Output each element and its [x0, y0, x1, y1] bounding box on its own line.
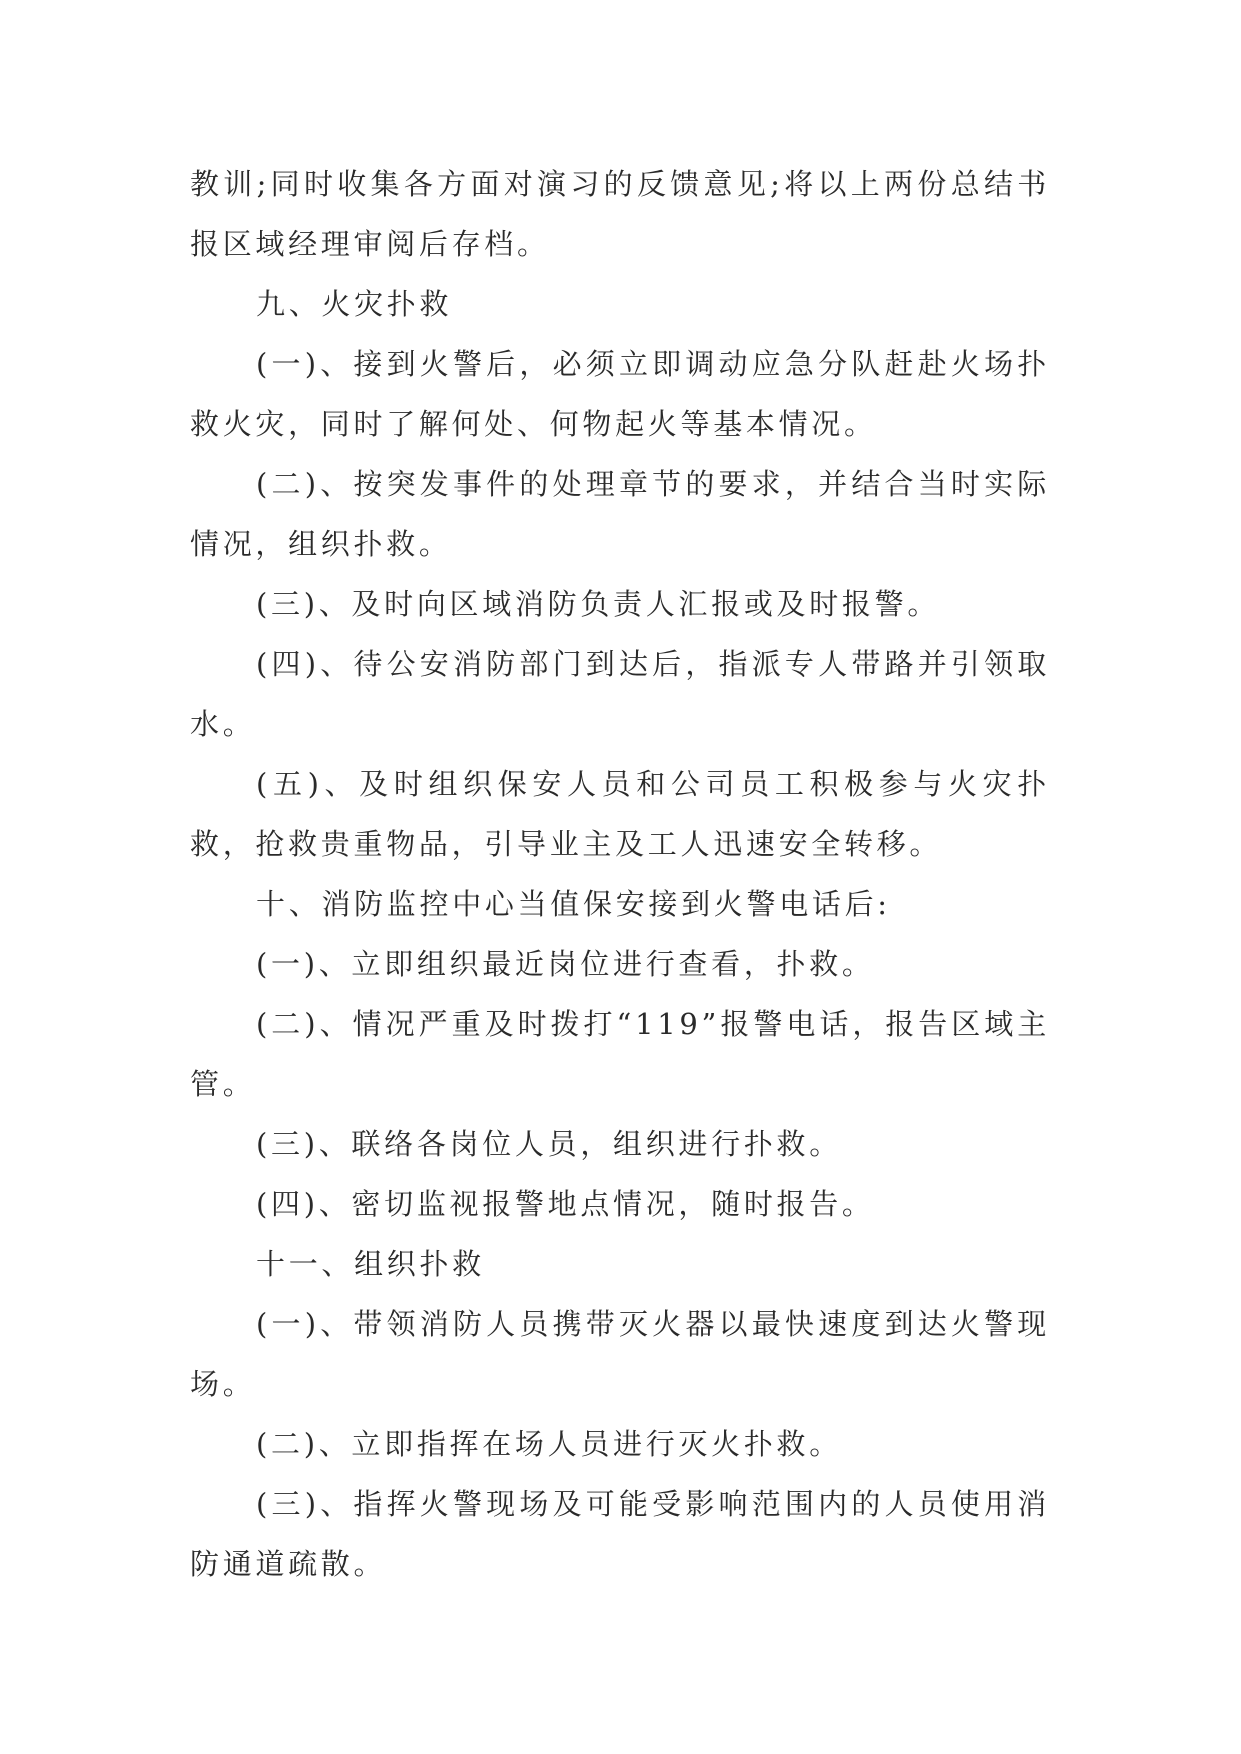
- paragraph-9-2: (二)、按突发事件的处理章节的要求，并结合当时实际情况，组织扑救。: [190, 467, 1050, 561]
- paragraph-10-4: (四)、密切监视报警地点情况，随时报告。: [256, 1187, 875, 1221]
- paragraph-11-2: (二)、立即指挥在场人员进行灭火扑救。: [256, 1427, 842, 1461]
- section-heading-10: 十、消防监控中心当值保安接到火警电话后:: [256, 887, 891, 921]
- paragraph-10-1: (一)、立即组织最近岗位进行查看，扑救。: [256, 947, 875, 981]
- paragraph-9-3: (三)、及时向区域消防负责人汇报或及时报警。: [256, 587, 941, 621]
- paragraph-11-1: (一)、带领消防人员携带灭火器以最快速度到达火警现场。: [190, 1307, 1050, 1401]
- paragraph-10-2: (二)、情况严重及时拨打“119”报警电话，报告区域主管。: [190, 1007, 1050, 1101]
- paragraph-9-5: (五)、及时组织保安人员和公司员工积极参与火灾扑救，抢救贵重物品，引导业主及工人迅速安全转移。: [190, 767, 1050, 861]
- paragraph-9-4: (四)、待公安消防部门到达后，指派专人带路并引领取水。: [190, 647, 1050, 741]
- paragraph-10-3: (三)、联络各岗位人员，组织进行扑救。: [256, 1127, 842, 1161]
- paragraph-11-3: (三)、指挥火警现场及可能受影响范围内的人员使用消防通道疏散。: [190, 1487, 1050, 1581]
- section-heading-9: 九、火灾扑救: [256, 287, 453, 321]
- section-heading-11: 十一、组织扑救: [256, 1247, 485, 1281]
- document-body: [190, 154, 1050, 1594]
- paragraph-9-1: (一)、接到火警后，必须立即调动应急分队赶赴火场扑救火灾，同时了解何处、何物起火等基本情况。: [190, 347, 1050, 441]
- paragraph-continuation: 教训;同时收集各方面对演习的反馈意见;将以上两份总结书报区域经理审阅后存档。: [190, 167, 1050, 261]
